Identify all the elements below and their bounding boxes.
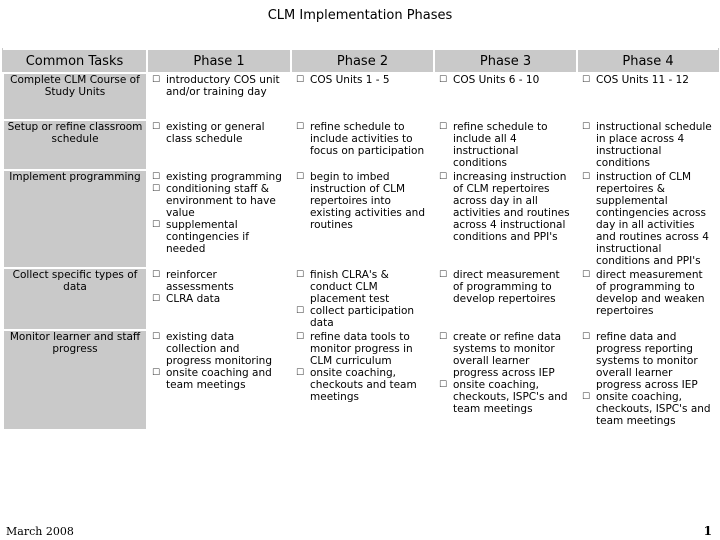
phase-1-cell (147, 120, 291, 170)
checkbox-icon: ☐ (439, 122, 448, 132)
checklist-item-text: COS Units 1 - 5 (310, 74, 390, 86)
checklist-item (435, 171, 576, 243)
checkbox-icon: ☐ (296, 270, 305, 280)
checkbox-icon: ☐ (439, 332, 448, 342)
checklist-item (148, 219, 290, 255)
checkbox-icon: ☐ (439, 172, 448, 182)
phase-3-cell (434, 170, 577, 268)
phase-4-cell (577, 73, 718, 120)
checkbox-icon: ☐ (152, 270, 161, 280)
checkbox-icon: ☐ (152, 75, 161, 85)
table-row (3, 170, 718, 268)
checklist-item (435, 331, 576, 379)
checkbox-icon: ☐ (582, 75, 591, 85)
phase-4-cell (577, 170, 718, 268)
table-row (3, 120, 718, 170)
checkbox-icon: ☐ (152, 184, 161, 194)
checklist-item-text: supplemental contingencies if needed (166, 219, 249, 255)
phase-1-cell (147, 73, 291, 120)
column-header-phase-1: Phase 1 (147, 49, 291, 73)
checkbox-icon: ☐ (296, 75, 305, 85)
checkbox-icon: ☐ (296, 172, 305, 182)
checklist-item (148, 367, 290, 391)
phase-4-cell (577, 120, 718, 170)
column-header-common-tasks: Common Tasks (3, 49, 147, 73)
checkbox-icon: ☐ (152, 122, 161, 132)
checklist-item (292, 74, 433, 86)
checkbox-icon: ☐ (152, 332, 161, 342)
phase-3-cell (434, 73, 577, 120)
checklist-item (148, 293, 290, 305)
phase-3-cell (434, 268, 577, 330)
checkbox-icon: ☐ (582, 270, 591, 280)
header-row (3, 49, 718, 73)
checklist-item-text: refine schedule to include all 4 instructional conditions (453, 121, 548, 169)
table-row (3, 268, 718, 330)
checkbox-icon: ☐ (152, 294, 161, 304)
checklist-item-text: finish CLRA's & conduct CLM placement test (310, 269, 390, 305)
phase-2-cell (291, 330, 434, 430)
checkbox-icon: ☐ (296, 368, 305, 378)
checkbox-icon: ☐ (439, 270, 448, 280)
phase-2-cell (291, 268, 434, 330)
checklist-item-text: increasing instruction of CLM repertoires across day in all activities and routines across 4 instructional conditions and PPI's (453, 171, 570, 243)
checklist-item-text: existing or general class schedule (166, 121, 265, 145)
checklist-item-text: collect participation data (310, 305, 415, 329)
checkbox-icon: ☐ (582, 172, 591, 182)
column-header-phase-2: Phase 2 (291, 49, 434, 73)
checkbox-icon: ☐ (582, 392, 591, 402)
checkbox-icon: ☐ (152, 368, 161, 378)
phase-4-cell (577, 330, 718, 430)
checklist-item (292, 121, 433, 157)
common-task-cell: Complete CLM Course of Study Units (3, 73, 147, 120)
phase-4-cell (577, 268, 718, 330)
phase-1-cell (147, 330, 291, 430)
checklist-item (578, 121, 717, 169)
checklist-item (292, 305, 433, 329)
common-task-cell: Collect specific types of data (3, 268, 147, 330)
checkbox-icon: ☐ (439, 75, 448, 85)
checklist-item (435, 269, 576, 305)
checklist-item-text: onsite coaching and team meetings (166, 367, 272, 391)
checkbox-icon: ☐ (296, 306, 305, 316)
checklist-item (578, 391, 717, 427)
checklist-item (292, 171, 433, 231)
checkbox-icon: ☐ (296, 332, 305, 342)
checklist-item-text: instructional schedule in place across 4 instructional conditions (596, 121, 712, 169)
checklist-item-text: introductory COS unit and/or training day (166, 74, 280, 98)
checkbox-icon: ☐ (296, 122, 305, 132)
checklist-item-text: direct measurement of programming to develop repertoires (453, 269, 560, 305)
checklist-item (292, 269, 433, 305)
column-header-phase-3: Phase 3 (434, 49, 577, 73)
checklist-item (578, 331, 717, 391)
checklist-item-text: refine schedule to include activities to focus on participation (310, 121, 425, 157)
checklist-item (148, 121, 290, 145)
checklist-item-text: conditioning staff & environment to have value (166, 183, 276, 219)
phase-3-cell (434, 330, 577, 430)
common-task-cell: Setup or refine classroom schedule (3, 120, 147, 170)
checklist-item-text: instruction of CLM repertoires & supplemental contingencies across day in all activities and routines across 4 instructional conditions and PPI's (596, 171, 709, 267)
checklist-item (435, 379, 576, 415)
checklist-item (148, 171, 290, 183)
checklist-item-text: refine data tools to monitor progress in CLM curriculum (310, 331, 413, 367)
checkbox-icon: ☐ (152, 172, 161, 182)
checklist-item-text: onsite coaching, checkouts and team meetings (310, 367, 417, 403)
checklist-item (578, 269, 717, 317)
common-task-cell: Monitor learner and staff progress (3, 330, 147, 430)
checklist-item-text: COS Units 6 - 10 (453, 74, 540, 86)
phase-2-cell (291, 120, 434, 170)
checklist-item-text: reinforcer assessments (166, 269, 234, 293)
checklist-item (292, 367, 433, 403)
phase-3-cell (434, 120, 577, 170)
table-row (3, 73, 718, 120)
checklist-item (148, 269, 290, 293)
checkbox-icon: ☐ (582, 332, 591, 342)
table-row (3, 330, 718, 430)
page-title: CLM Implementation Phases (267, 8, 453, 23)
common-task-cell: Implement programming (3, 170, 147, 268)
checklist-item (292, 331, 433, 367)
checklist-item-text: refine data and progress reporting systems to monitor overall learner progress across IEP (596, 331, 698, 391)
phase-2-cell (291, 73, 434, 120)
checklist-item-text: onsite coaching, checkouts, ISPC's and team meetings (453, 379, 568, 415)
checklist-item (148, 183, 290, 219)
checkbox-icon: ☐ (582, 122, 591, 132)
phases-table (2, 48, 719, 431)
checklist-item-text: create or refine data systems to monitor overall learner progress across IEP (453, 331, 562, 379)
checklist-item-text: direct measurement of programming to develop and weaken repertoires (596, 269, 705, 317)
column-header-phase-4: Phase 4 (577, 49, 718, 73)
phase-2-cell (291, 170, 434, 268)
checklist-item-text: onsite coaching, checkouts, ISPC's and team meetings (596, 391, 711, 427)
checkbox-icon: ☐ (439, 380, 448, 390)
checklist-item (435, 121, 576, 169)
page-number: 1 (703, 524, 712, 538)
checklist-item-text: CLRA data (166, 293, 221, 305)
checklist-item-text: existing data collection and progress monitoring (166, 331, 272, 367)
phase-1-cell (147, 268, 291, 330)
checklist-item (148, 74, 290, 98)
checklist-item (435, 74, 576, 86)
checklist-item-text: existing programming (166, 171, 282, 183)
phase-1-cell (147, 170, 291, 268)
checklist-item (578, 74, 717, 86)
checkbox-icon: ☐ (152, 220, 161, 230)
footer-date: March 2008 (6, 525, 74, 538)
checklist-item (578, 171, 717, 267)
checklist-item (148, 331, 290, 367)
checklist-item-text: COS Units 11 - 12 (596, 74, 689, 86)
checklist-item-text: begin to imbed instruction of CLM repertoires into existing activities and routines (310, 171, 425, 231)
